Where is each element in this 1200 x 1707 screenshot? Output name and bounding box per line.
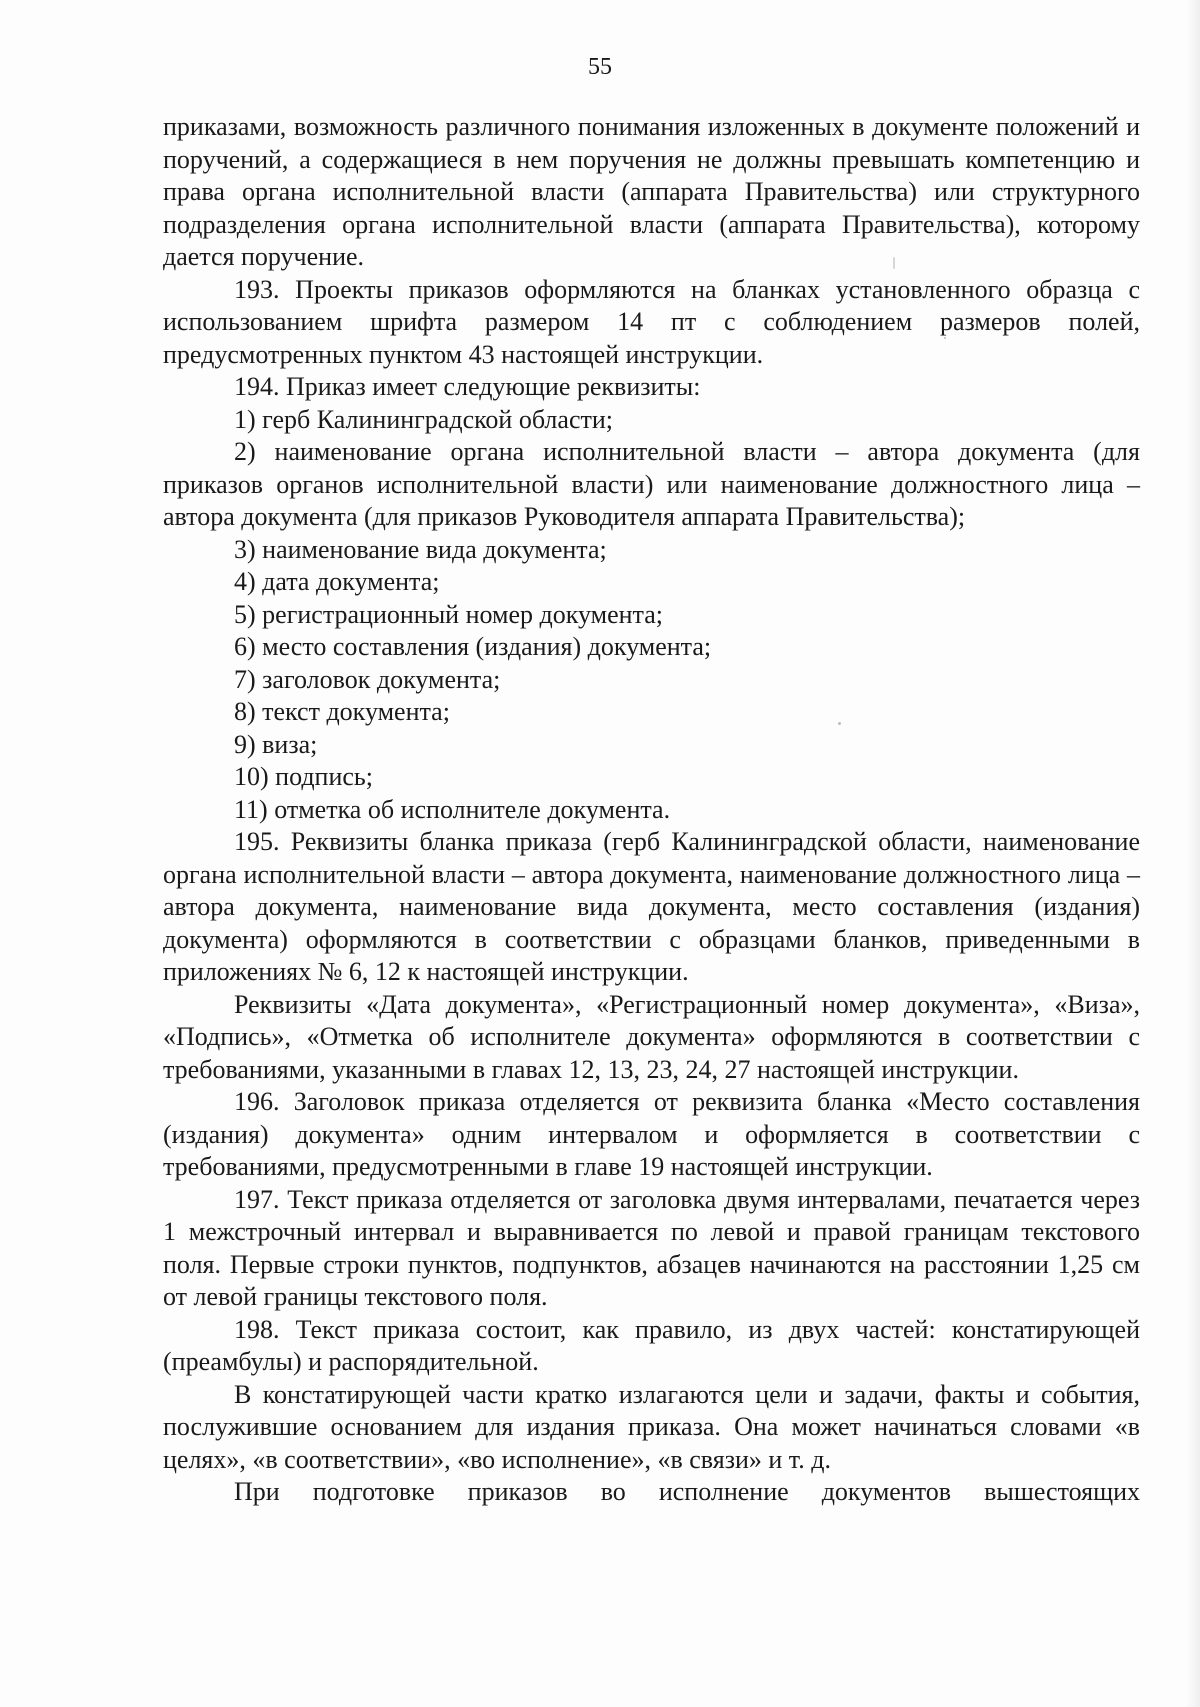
scan-speck [838, 722, 841, 725]
list-item-7: 7) заголовок документа; [234, 664, 501, 694]
document-body [163, 111, 1140, 1509]
list-item-6: 6) место составления (издания) документа; [234, 632, 712, 661]
scan-speck [893, 257, 895, 269]
page-number: 55 [588, 54, 612, 80]
list-item-3: 3) наименование вида документа; [234, 534, 607, 564]
paragraph-195-requisites: Реквизиты «Дата документа», «Регистрационный номер документа», «Виза», «Подпись», «Отметка об исполнителе документа» оформляются в соответствии с требованиями, указанными в главах 12, 13, 23, 24, 27 настоящей инструкции. [163, 989, 1140, 1084]
paragraph-preamble: В констатирующей части кратко излагаются цели и задачи, факты и события, послужившие основанием для издания приказа. Она может начинаться словами «в целях», «в соответствии», «во исполнение», «в связи» и т. д. [163, 1379, 1140, 1474]
list-item-4: 4) дата документа; [234, 567, 440, 596]
paragraph-continues-next-page: При подготовке приказов во исполнение документов вышестоящих [234, 1477, 1140, 1506]
list-item-8: 8) текст документа; [234, 697, 450, 726]
paragraph-195: 195. Реквизиты бланка приказа (герб Калининградской области, наименование органа исполнительной власти – автора документа, наименование должностного лица – автора документа, наименование вида документа, место составления (издания) документа) оформляются в соответствии с образцами бланков, приведенными в приложениях № 6, 12 к настоящей инструкции. [163, 827, 1140, 986]
paragraph-198: 198. Текст приказа состоит, как правило, из двух частей: констатирующей (преамбулы) и распорядительной. [163, 1314, 1140, 1376]
scan-shadow-edge [1186, 0, 1200, 1707]
list-item-2: 2) наименование органа исполнительной власти – автора документа (для приказов органов исполнительной власти) или наименование должностного лица – автора документа (для приказов Руководителя аппарата Правительства); [163, 437, 1140, 531]
list-item-11: 11) отметка об исполнителе документа. [234, 794, 671, 824]
paragraph-193: 193. Проекты приказов оформляются на бланках установленного образца с использованием шрифта размером 14 пт с соблюдением размеров полей, предусмотренных пунктом 43 настоящей инструкции. [163, 274, 1140, 369]
list-item-10: 10) подпись; [234, 762, 374, 791]
list-item-1: 1) герб Калининградской области; [234, 404, 613, 434]
scan-speck [944, 337, 946, 339]
paragraph-continuation: приказами, возможность различного понимания изложенных в документе положений и поручений, а содержащиеся в нем поручения не должны превышать компетенцию и права органа исполнительной власти (аппарата Правительства) или структурного подразделения органа исполнительной власти (аппарата Правительства), которому дается поручение. [163, 112, 1140, 271]
paragraph-194: 194. Приказ имеет следующие реквизиты: [234, 372, 701, 401]
paragraph-197: 197. Текст приказа отделяется от заголовка двумя интервалами, печатается через 1 межстрочный интервал и выравнивается по левой и правой границам текстового поля. Первые строки пунктов, подпунктов, абзацев начинаются на расстоянии 1,25 см от левой границы текстового поля. [163, 1184, 1140, 1311]
list-item-5: 5) регистрационный номер документа; [234, 599, 663, 629]
list-item-9: 9) виза; [234, 729, 318, 759]
paragraph-196: 196. Заголовок приказа отделяется от реквизита бланка «Место составления (издания) документа» одним интервалом и оформляется в соответствии с требованиями, предусмотренными в главе 19 настоящей инструкции. [163, 1087, 1140, 1181]
